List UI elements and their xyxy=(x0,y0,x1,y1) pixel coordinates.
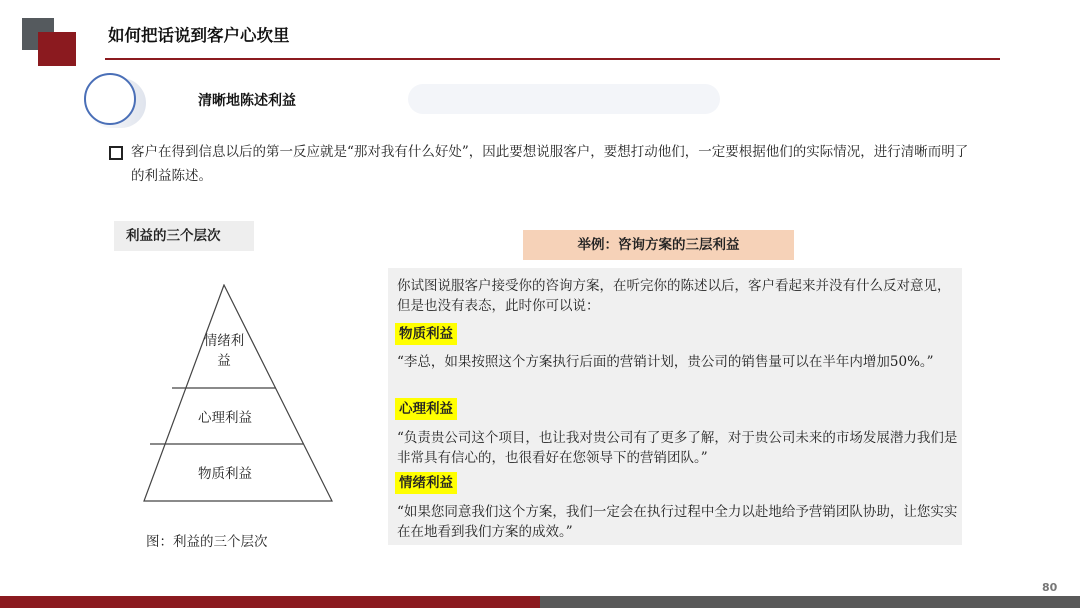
benefit-levels-label: 利益的三个层次 xyxy=(114,221,254,251)
example-header: 举例：咨询方案的三层利益 xyxy=(523,230,794,260)
section-subtitle: 清晰地陈述利益 xyxy=(198,93,296,109)
page-number: 80 xyxy=(1042,581,1058,594)
pyramid-level-bottom: 物质利益 xyxy=(198,466,252,482)
footer-bar-gray xyxy=(540,596,1080,608)
benefit-quote-material: “李总，如果按照这个方案执行后面的营销计划，贵公司的销售量可以在半年内增加50%。” xyxy=(397,354,934,370)
benefit-quote-emotional: “如果您同意我们这个方案，我们一定会在执行过程中全力以赴地给予营销团队协助，让您实实在在地看到我们方案的成效。” xyxy=(397,504,958,540)
example-intro: 你试图说服客户接受你的咨询方案，在听完你的陈述以后，客户看起来并没有什么反对意见，但是也没有表态，此时你可以说： xyxy=(397,278,951,314)
page-title: 如何把话说到客户心坎里 xyxy=(108,26,290,45)
benefit-label-psychological: 心理利益 xyxy=(395,398,457,420)
pyramid-level-top: 情绪利益 xyxy=(203,333,245,369)
pyramid-caption: 图：利益的三个层次 xyxy=(146,534,268,550)
square-bullet-icon xyxy=(109,146,123,160)
footer-bar-red xyxy=(0,596,540,608)
intro-paragraph: 客户在得到信息以后的第一反应就是“那对我有什么好处”，因此要想说服客户，要想打动他们，一定要根据他们的实际情况，进行清晰而明了的利益陈述。 xyxy=(131,144,969,184)
pyramid-level-middle: 心理利益 xyxy=(198,410,252,426)
circle-icon xyxy=(84,73,136,125)
benefit-quote-psychological: “负责贵公司这个项目，也让我对贵公司有了更多了解，对于贵公司未来的市场发展潜力我们是非常具有信心的，也很看好在您领导下的营销团队。” xyxy=(397,430,958,466)
benefit-label-emotional: 情绪利益 xyxy=(395,472,457,494)
decorative-pill xyxy=(408,84,720,114)
title-divider xyxy=(105,58,1000,60)
benefit-label-material: 物质利益 xyxy=(395,323,457,345)
logo-block-red xyxy=(38,32,76,66)
